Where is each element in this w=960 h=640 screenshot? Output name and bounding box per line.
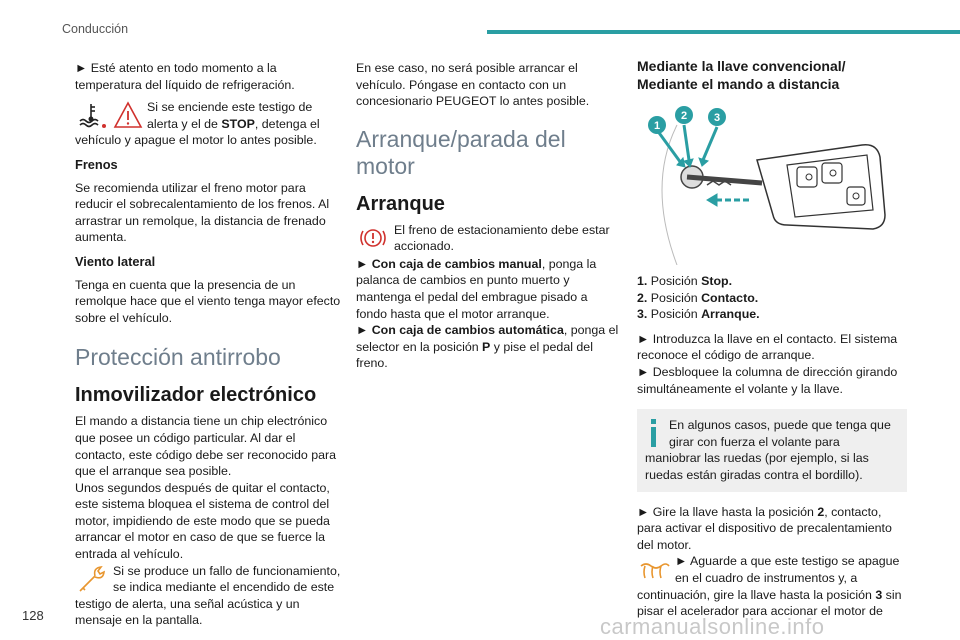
column-3 — [637, 57, 907, 620]
automatic-gearbox-text: ► Con caja de cambios automática, ponga el selector en la posición P y pise el pedal del freno. — [356, 323, 619, 371]
ignition-key-figure — [637, 105, 907, 265]
info-note — [637, 409, 907, 491]
coolant-temperature-warning-icon — [75, 100, 109, 130]
header-section-title: Conducción — [62, 22, 129, 36]
preheat-glow-plug-icon — [637, 554, 671, 584]
brakes-subtitle: Frenos — [75, 156, 118, 172]
anti-theft-heading: Protección antirrobo — [75, 344, 281, 371]
callout-2: 2 — [680, 110, 688, 122]
crosswind-text: Tenga en cuenta que la presencia de un remolque hace que el viento tenga mayor efecto sobre el vehículo. — [75, 277, 341, 325]
unlock-steering-text: ► Desbloquee la columna de dirección girando simultáneamente el volante y la llave. — [637, 364, 898, 396]
brakes-text: Se recomienda utilizar el freno motor para reducir el sobrecalentamiento de los frenos. Al arrastrar un remolque, la distancia de frenado aumenta. — [75, 180, 330, 245]
start-heading: Arranque — [356, 192, 445, 215]
key-fob-illustration — [757, 145, 885, 229]
callout-3: 3 — [713, 112, 721, 124]
positions-list — [637, 273, 907, 323]
parking-brake-block — [356, 222, 620, 256]
immobiliser-text-2: Unos segundos después de quitar el contacto, este sistema bloquea el sistema de control del motor, impidiendo de este modo que se pueda arrancar el motor en caso de que se fuerce la entrada al vehículo. — [75, 480, 330, 562]
position-item: 1. Posición Stop. — [637, 274, 733, 288]
coolant-paragraph: ► Esté atento en todo momento a la temperatura del líquido de refrigeración. — [75, 61, 295, 92]
preheat-block — [637, 553, 907, 619]
position-item: 3. Posición Arranque. — [637, 307, 760, 322]
watermark: carmanualsonline.info — [600, 614, 825, 639]
info-icon — [645, 419, 663, 449]
fault-warning-text: Si se produce un fallo de funcionamiento, se indica mediante el encendido de este testigo de alerta, una señal acústica y un mensaje en la pantalla. — [75, 563, 341, 628]
parking-brake-text: El freno de estacionamiento debe estar accionado. — [394, 222, 610, 254]
preheat-text: ► Aguarde a que este testigo se apague en el cuadro de instrumentos y, a continuación, gire la llave hasta la posición 3 sin pisar el acelerador para accionar el motor de — [637, 554, 902, 619]
crosswind-subtitle: Viento lateral — [75, 253, 156, 269]
key-method-heading: Mediante la llave convencional/ Mediante el mando a distancia — [637, 58, 846, 92]
callout-1: 1 — [653, 120, 661, 132]
fault-warning-block — [75, 563, 345, 629]
position-item: 2. Posición Contacto. — [637, 290, 759, 305]
parking-brake-warning-icon — [356, 223, 390, 253]
coolant-warning-block — [75, 99, 345, 149]
column-1 — [75, 60, 345, 629]
page-number: 128 — [22, 608, 44, 623]
start-stop-heading: Arranque/parada del motor — [356, 125, 566, 179]
immobiliser-heading: Inmovilizador electrónico — [75, 384, 317, 407]
teal-arrows — [657, 125, 749, 206]
turn-key-position-2-text: ► Gire la llave hasta la posición 2, contacto, para activar el dispositivo de precalentamiento del motor. — [637, 504, 892, 552]
immobiliser-text-1: El mando a distancia tiene un chip electrónico que posee un código particular. Al dar el contacto, este código debe ser reconocido para que el arranque sea posible. — [75, 414, 337, 479]
info-note-text: En algunos casos, puede que tenga que girar con fuerza el volante para maniobrar las ruedas (por ejemplo, si las ruedas están giradas contra el bordillo). — [645, 418, 891, 482]
manual-gearbox-text: ► Con caja de cambios manual, ponga la palanca de cambios en punto muerto y mantenga el pedal del embrague pisado a fondo hasta que el motor arranque. — [356, 256, 597, 321]
alert-triangle-icon — [113, 100, 143, 130]
key-fault-warning-icon — [75, 564, 109, 594]
contact-dealer-text: En ese caso, no será posible arrancar el vehículo. Póngase en contacto con un concesionario PEUGEOT lo antes posible. — [356, 61, 590, 109]
coolant-warning-text: Si se enciende este testigo de alerta y el de STOP, detenga el vehículo y apague el motor lo antes posible. — [75, 100, 320, 148]
insert-key-text: ► Introduzca la llave en el contacto. El sistema reconoce el código de arranque. — [637, 331, 898, 363]
column-2 — [356, 60, 620, 372]
header-accent-bar — [487, 30, 960, 34]
ignition-lock-illustration — [681, 166, 762, 188]
